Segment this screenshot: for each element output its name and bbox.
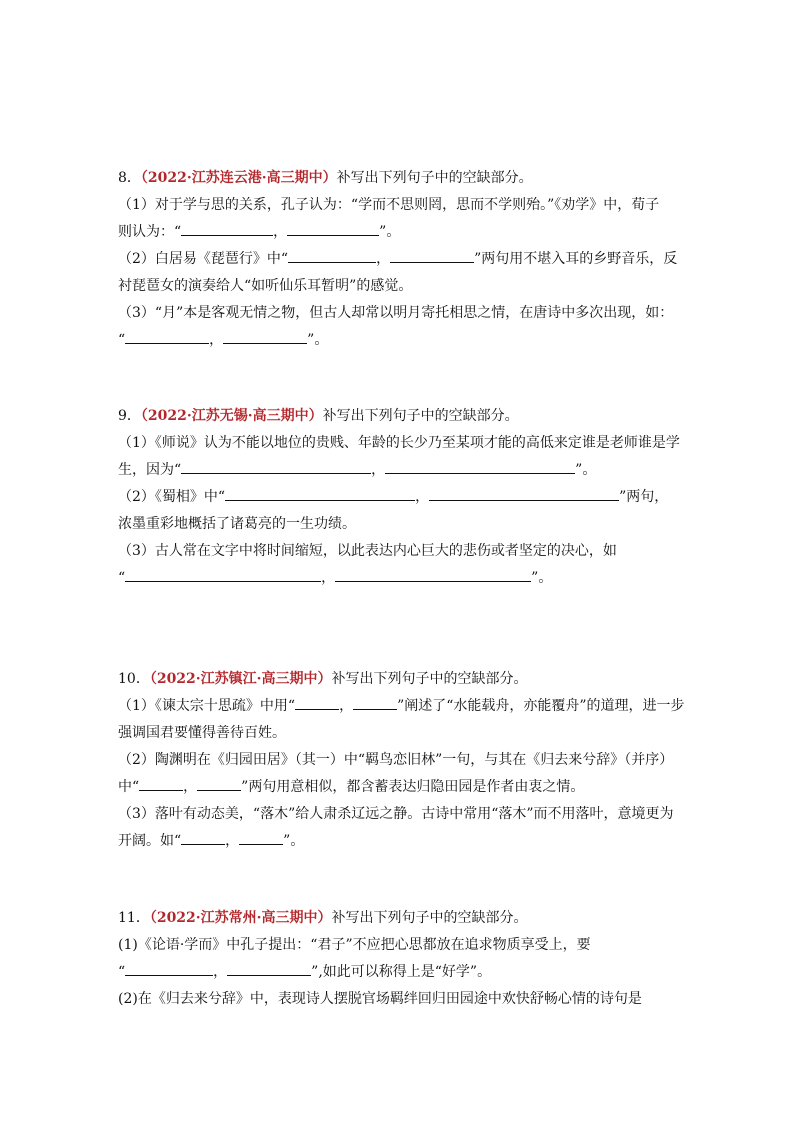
answer-blank[interactable] xyxy=(125,328,209,344)
line-text: “ xyxy=(118,332,126,348)
question-line xyxy=(118,986,678,1013)
line-text: (1)《论语·学而》中孔子提出：“君子”不应把心思都放在追求物质享受上，要 xyxy=(118,937,591,953)
line-text: ”。 xyxy=(379,224,401,240)
answer-blank[interactable] xyxy=(181,829,225,845)
question-number: 8． xyxy=(118,170,141,186)
line-text: ， xyxy=(213,964,228,980)
line-text: ， xyxy=(339,698,354,714)
line-text: 中“ xyxy=(118,779,140,795)
answer-blank[interactable] xyxy=(223,328,307,344)
line-text: ， xyxy=(273,224,288,240)
question-source: （2022·江苏镇江·高三期中） xyxy=(149,671,332,687)
line-text: （1）《谏太宗十思疏》中用“ xyxy=(118,698,296,714)
line-text: “ xyxy=(118,570,126,586)
line-text: （2）白居易《琵琶行》中“ xyxy=(118,251,289,267)
question-source: （2022·江苏连云港·高三期中） xyxy=(140,170,337,186)
line-text: （3）“月”本是客观无情之物，但古人却常以明月寄托相思之情，在唐诗中多次出现，如： xyxy=(118,305,674,321)
question-prompt: 补写出下列句子中的空缺部分。 xyxy=(331,671,528,687)
line-text: ”。 xyxy=(283,833,305,849)
answer-blank[interactable] xyxy=(181,458,371,474)
question-source: （2022·江苏常州·高三期中） xyxy=(149,910,332,926)
line-text: ”两句， xyxy=(619,489,669,505)
line-text: （1）对于学与思的关系，孔子认为：“学而不思则罔，思而不学则殆。”《劝学》中，荀子 xyxy=(118,197,660,213)
question-number: 11． xyxy=(118,910,150,926)
question-line xyxy=(118,246,678,273)
answer-blank[interactable] xyxy=(353,694,397,710)
question-line xyxy=(118,457,678,484)
answer-blank[interactable] xyxy=(181,220,273,236)
question-line xyxy=(118,300,678,327)
line-text: （2）《蜀相》中“ xyxy=(118,489,226,505)
answer-blank[interactable] xyxy=(385,458,575,474)
question-line xyxy=(118,932,678,959)
question-10 xyxy=(118,666,685,855)
line-text: “ xyxy=(118,964,126,980)
question-11 xyxy=(118,905,678,1013)
answer-blank[interactable] xyxy=(335,566,531,582)
line-text: ”。 xyxy=(575,462,597,478)
question-prompt: 补写出下列句子中的空缺部分。 xyxy=(322,408,519,424)
question-header xyxy=(118,905,678,932)
question-number: 10． xyxy=(118,671,150,687)
answer-blank[interactable] xyxy=(287,220,379,236)
line-text: ”,如此可以称得上是“好学”。 xyxy=(311,964,492,980)
answer-blank[interactable] xyxy=(288,247,376,263)
line-text: ”。 xyxy=(307,332,329,348)
line-text: 浓墨重彩地概括了诸葛亮的一生功绩。 xyxy=(118,516,356,532)
line-text: ， xyxy=(376,251,391,267)
line-text: 生，因为“ xyxy=(118,462,182,478)
answer-blank[interactable] xyxy=(390,247,474,263)
question-line xyxy=(118,774,678,801)
question-line xyxy=(118,565,678,592)
line-text: ， xyxy=(209,332,224,348)
line-text: ”。 xyxy=(531,570,553,586)
answer-blank[interactable] xyxy=(197,775,241,791)
line-text: 开阔。如“ xyxy=(118,833,182,849)
question-header xyxy=(118,403,678,430)
line-text: (2)在《归去来兮辞》中，表现诗人摆脱官场羁绊回归田园途中欢快舒畅心情的诗句是 xyxy=(118,991,642,1007)
line-text: （3）落叶有动态美，“落木”给人肃杀辽远之静。古诗中常用“落木”而不用落叶，意境更为 xyxy=(118,806,674,822)
line-text: 则认为：“ xyxy=(118,224,182,240)
line-text: 衬琵琶女的演奏给人“如听仙乐耳暂明”的感觉。 xyxy=(118,278,413,294)
question-line xyxy=(118,192,678,219)
answer-blank[interactable] xyxy=(429,485,619,501)
answer-blank[interactable] xyxy=(239,829,283,845)
question-line xyxy=(118,219,678,246)
question-line xyxy=(118,693,685,720)
line-text: ， xyxy=(415,489,430,505)
answer-blank[interactable] xyxy=(225,485,415,501)
answer-blank[interactable] xyxy=(125,566,321,582)
line-text: ， xyxy=(371,462,386,478)
answer-blank[interactable] xyxy=(295,694,339,710)
question-header xyxy=(118,666,678,693)
line-text: （3）古人常在文字中将时间缩短，以此表达内心巨大的悲伤或者坚定的决心，如 xyxy=(118,543,617,559)
answer-blank[interactable] xyxy=(139,775,183,791)
question-line xyxy=(118,273,678,300)
question-header xyxy=(118,165,678,192)
question-line xyxy=(118,430,678,457)
question-prompt: 补写出下列句子中的空缺部分。 xyxy=(331,910,528,926)
question-line xyxy=(118,959,678,986)
line-text: （2）陶渊明在《归园田居》（其一）中“羁鸟恋旧林”一句，与其在《归去来兮辞》（并序） xyxy=(118,752,674,768)
line-text: （1）《师说》认为不能以地位的贵贱、年龄的长少乃至某项才能的高低来定谁是老师谁是学 xyxy=(118,435,680,451)
line-text: ”阐述了“水能载舟，亦能覆舟”的道理，进一步 xyxy=(397,698,685,714)
line-text: 强调国君要懂得善待百姓。 xyxy=(118,725,286,741)
question-line xyxy=(118,828,678,855)
question-line xyxy=(118,801,678,828)
answer-blank[interactable] xyxy=(227,960,311,976)
question-prompt: 补写出下列句子中的空缺部分。 xyxy=(336,170,533,186)
line-text: ， xyxy=(183,779,198,795)
question-line xyxy=(118,327,678,354)
question-source: （2022·江苏无锡·高三期中） xyxy=(140,408,323,424)
question-line xyxy=(118,747,678,774)
question-number: 9． xyxy=(118,408,141,424)
answer-blank[interactable] xyxy=(125,960,213,976)
question-line xyxy=(118,538,678,565)
question-line xyxy=(118,511,678,538)
line-text: ”两句用意相似，都含蓄表达归隐田园是作者由衷之情。 xyxy=(241,779,585,795)
line-text: ”两句用不堪入耳的乡野音乐，反 xyxy=(474,251,678,267)
question-9 xyxy=(118,403,678,592)
line-text: ， xyxy=(225,833,240,849)
question-line xyxy=(118,484,678,511)
line-text: ， xyxy=(321,570,336,586)
question-8 xyxy=(118,165,678,354)
question-line xyxy=(118,720,678,747)
